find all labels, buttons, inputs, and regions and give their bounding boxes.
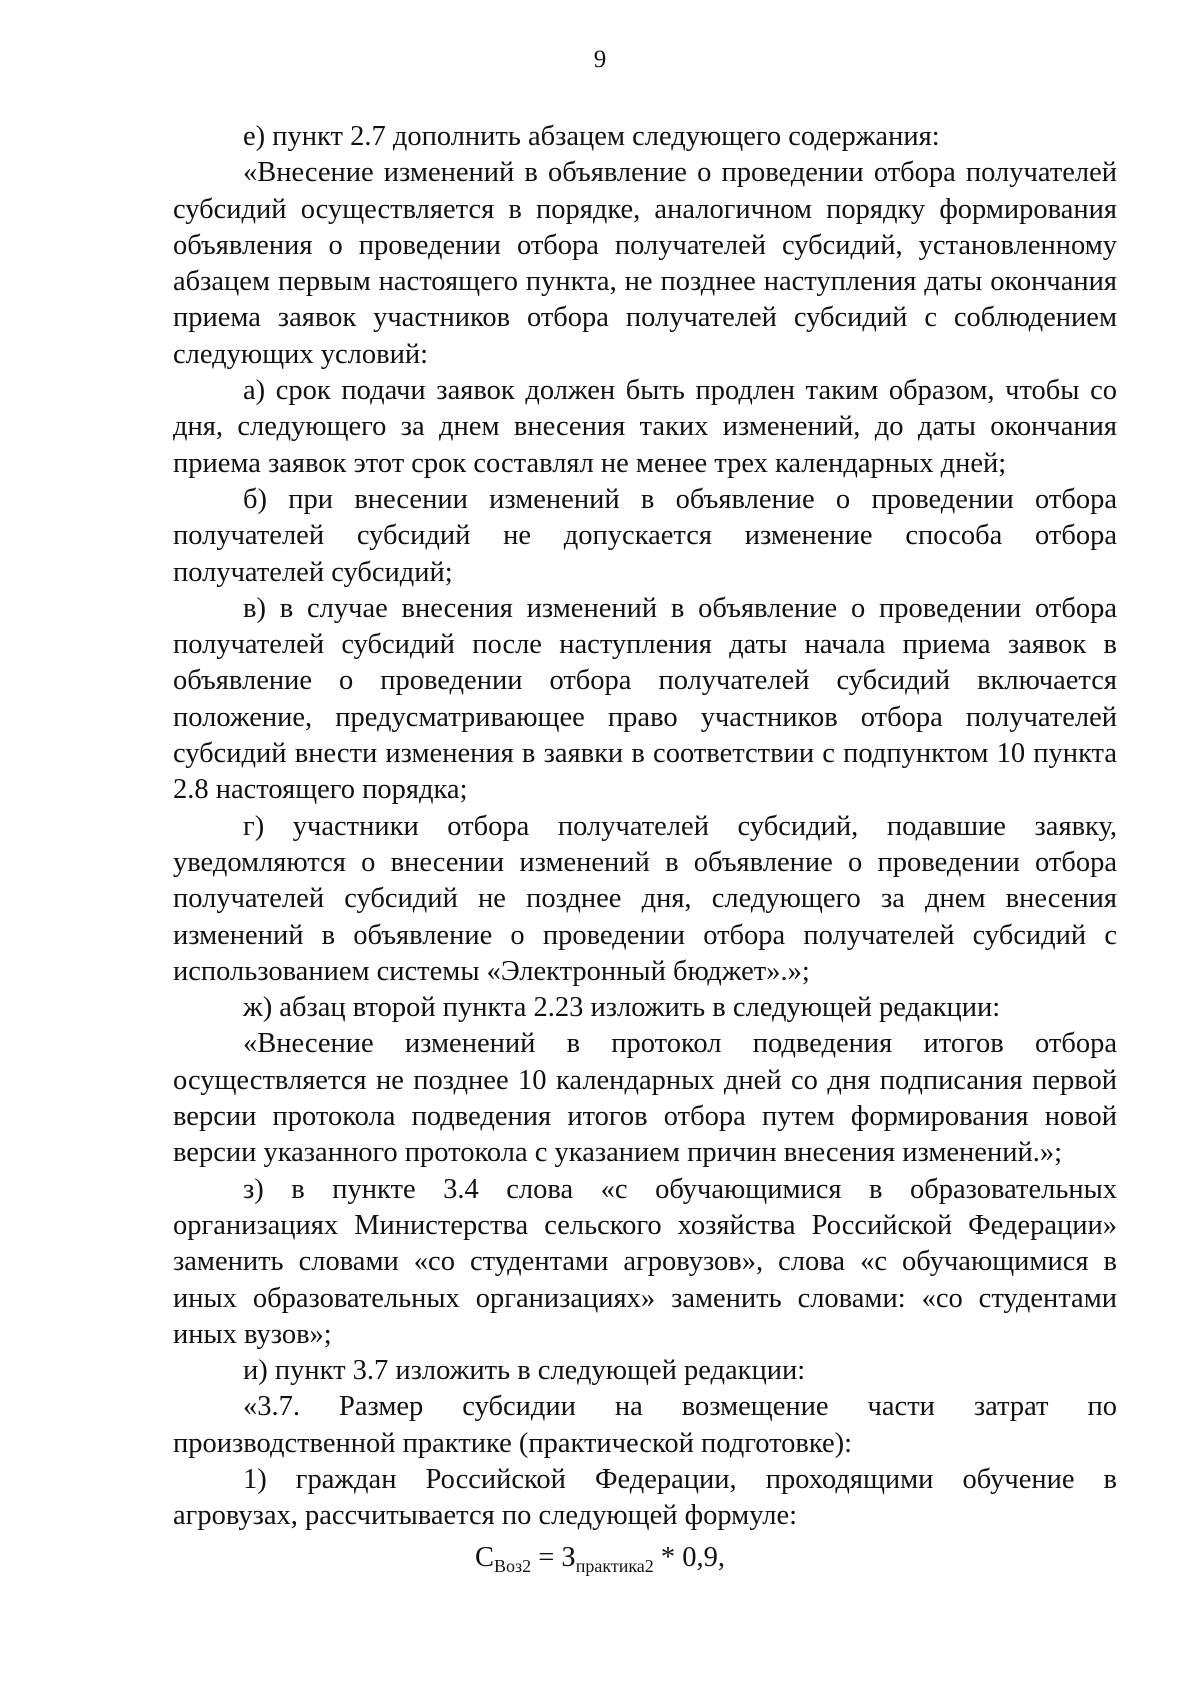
document-body — [173, 119, 1117, 1535]
paragraph-item-i: и) пункт 3.7 изложить в следующей редакции: — [243, 1355, 806, 1387]
paragraph-condition-a: а) срок подачи заявок должен быть продлен таким образом, чтобы со дня, следующего за днем внесения таких изменений, до даты окончания приема заявок этот срок составлял не менее трех календарных дней; — [173, 375, 1117, 479]
formula-lhs: С — [474, 1542, 494, 1573]
paragraph-item-e: е) пункт 2.7 дополнить абзацем следующего содержания: — [243, 121, 940, 152]
paragraph-condition-g: г) участники отбора получателей субсидий, подавшие заявку, уведомляются о внесении изменений в объявление о проведении отбора получателей субсидий не позднее дня, следующего за днем внесения изменений в объявление о проведении отбора получателей субсидий с использованием системы «Электронный бюджет».»; — [173, 810, 1117, 987]
formula-rhs: З — [561, 1542, 576, 1573]
formula-tail: * 0,9, — [660, 1542, 726, 1573]
paragraph-subclause-1: 1) граждан Российской Федерации, проходящими обучение в агровузах, рассчитывается по следующей формуле: — [173, 1463, 1117, 1532]
paragraph-condition-v: в) в случае внесения изменений в объявление о проведении отбора получателей субсидий после наступления даты начала приема заявок в объявление о проведении отбора получателей субсидий включается положение, предусматривающее право участников отбора получателей субсидий внести изменения в заявки в соответствии с подпунктом 10 пункта 2.8 настоящего порядка; — [173, 592, 1117, 806]
paragraph-quote-amendment: «Внесение изменений в объявление о проведении отбора получателей субсидий осуществляется в порядке, аналогичном порядку формирования объявления о проведении отбора получателей субсидий, установленному абзацем первым настоящего пункта, не позднее наступления даты окончания приема заявок участников отбора получателей субсидий с соблюдением следующих условий: — [173, 157, 1117, 370]
paragraph-item-zh: ж) абзац второй пункта 2.23 изложить в следующей редакции: — [243, 992, 1001, 1024]
formula-rhs-subscript: практика2 — [575, 1556, 654, 1576]
paragraph-quote-protocol: «Внесение изменений в протокол подведения итогов отбора осуществляется не позднее 10 календарных дней со дня подписания первой версии протокола подведения итогов отбора путем формирования новой версии указанного протокола с указанием причин внесения изменений.»; — [173, 1028, 1117, 1169]
paragraph-condition-b: б) при внесении изменений в объявление о проведении отбора получателей субсидий не допускается изменение способа отбора получателей субсидий; — [173, 483, 1117, 588]
page-number: 9 — [593, 46, 607, 73]
paragraph-clause-3-7: «3.7. Размер субсидии на возмещение части затрат по производственной практике (практической подготовке): — [173, 1391, 1117, 1459]
formula-equals: = — [538, 1542, 555, 1573]
paragraph-item-z: з) в пункте 3.4 слова «с обучающимися в образовательных организациях Министерства сельского хозяйства Российской Федерации» заменить словами «со студентами агровузов», слова «с обучающимися в иных образовательных организациях» заменить словами: «со студентами иных вузов»; — [173, 1173, 1117, 1350]
formula-lhs-subscript: Воз2 — [493, 1556, 532, 1576]
subsidy-formula — [0, 1540, 1200, 1576]
